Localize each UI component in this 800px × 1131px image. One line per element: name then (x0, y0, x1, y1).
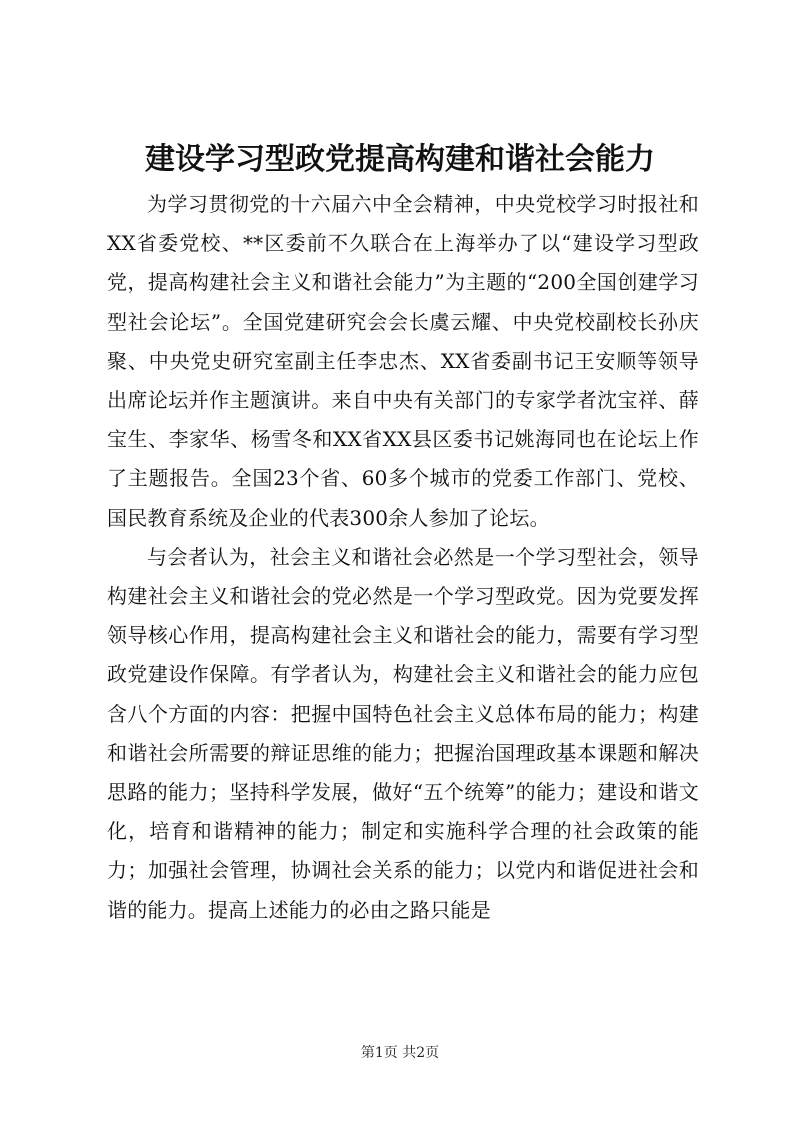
paragraph-2: 与会者认为，社会主义和谐社会必然是一个学习型社会，领导构建社会主义和谐社会的党必然是一个学习型政党。因为党要发挥领导核心作用，提高构建社会主义和谐社会的能力，需要有学习型政党建设作保障。有学者认为，构建社会主义和谐社会的能力应包含八个方面的内容：把握中国特色社会主义总体布局的能力；构建和谐社会所需要的辩证思维的能力；把握治国理政基本课题和解决思路的能力；坚持科学发展，做好“五个统筹”的能力；建设和谐文化，培育和谐精神的能力；制定和实施科学合理的社会政策的能力；加强社会管理，协调社会关系的能力；以党内和谐促进社会和谐的能力。提高上述能力的必由之路只能是 (107, 544, 699, 922)
page-footer: 第1页 共2页 (360, 1045, 440, 1061)
paragraph-1: 为学习贯彻党的十六届六中全会精神，中央党校学习时报社和XX省委党校、**区委前不久联合在上海举办了以“建设学习型政党，提高构建社会主义和谐社会能力”为主题的“200全国创建学习型社会论坛”。全国党建研究会会长虞云耀、中央党校副校长孙庆聚、中央党史研究室副主任李忠杰、XX省委副书记王安顺等领导出席论坛并作主题演讲。来自中央有关部门的专家学者沈宝祥、薛宝生、李家华、杨雪冬和XX省XX县区委书记姚海同也在论坛上作了主题报告。全国23个省、60多个城市的党委工作部门、党校、国民教育系统及企业的代表300余人参加了论坛。 (107, 192, 699, 530)
document-body (107, 185, 699, 930)
document-title: 建设学习型政党提高构建和谐社会能力 (145, 142, 655, 177)
